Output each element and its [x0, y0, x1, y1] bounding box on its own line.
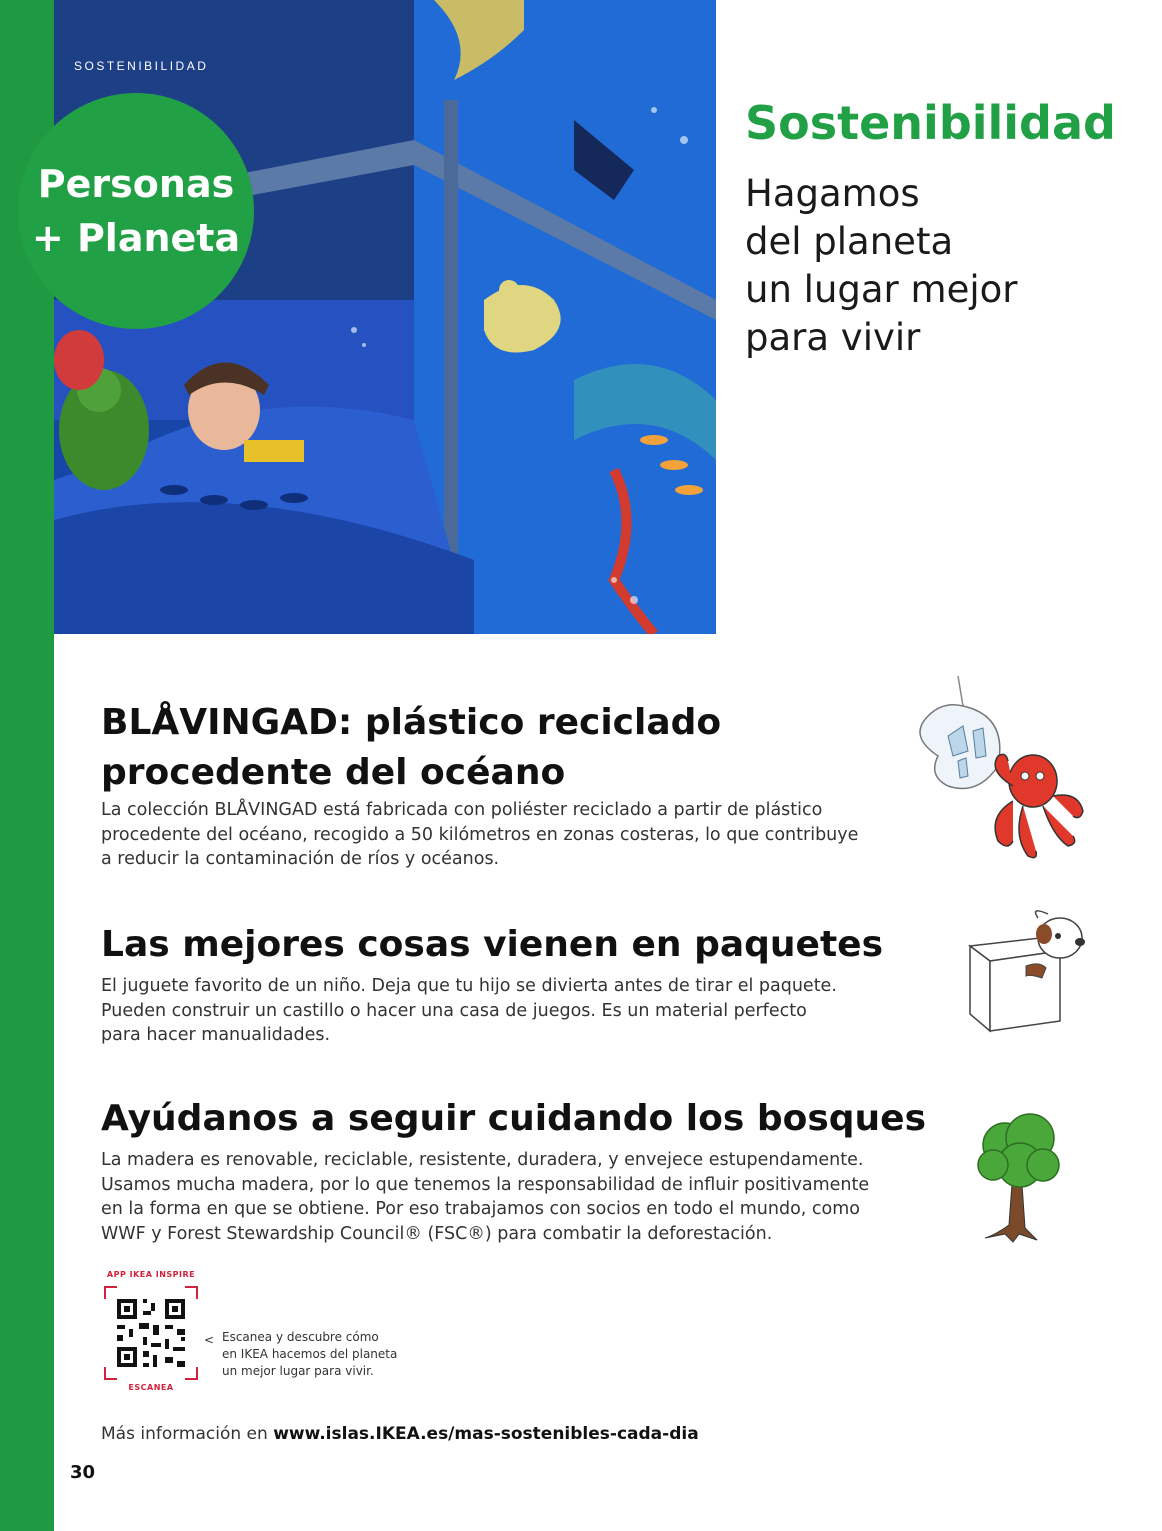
page-title: Sostenibilidad	[745, 96, 1116, 150]
qr-code[interactable]	[103, 1285, 199, 1381]
heading-line: Ayúdanos a seguir cuidando los bosques	[101, 1098, 926, 1139]
section-label: SOSTENIBILIDAD	[74, 59, 209, 73]
badge-line-2: + Planeta	[31, 216, 241, 260]
body-line: La colección BLÅVINGAD está fabricada con poliéster reciclado a partir de plástico	[101, 800, 823, 820]
more-info-prefix: Más información en	[101, 1424, 274, 1444]
heading-line: Las mejores cosas vienen en paquetes	[101, 924, 884, 965]
arrow-icon: <	[204, 1333, 215, 1347]
subtitle-line: Hagamos	[745, 172, 920, 215]
people-planet-badge	[18, 93, 254, 329]
caption-line: Escanea y descubre cómo	[222, 1330, 379, 1344]
section-heading	[101, 698, 921, 798]
section-body	[101, 798, 921, 872]
section-blavingad	[101, 698, 921, 872]
page-number: 30	[70, 1462, 96, 1483]
caption-line: en IKEA hacemos del planeta	[222, 1347, 398, 1361]
caption-line: un mejor lugar para vivir.	[222, 1364, 374, 1378]
body-line: para hacer manualidades.	[101, 1025, 331, 1045]
page-subtitle	[745, 170, 1135, 362]
body-line: WWF y Forest Stewardship Council® (FSC®) para combatir la deforestación.	[101, 1223, 773, 1244]
section-heading	[101, 1094, 941, 1144]
tree-icon	[975, 1110, 1065, 1245]
subtitle-line: del planeta	[745, 220, 954, 263]
body-line: Pueden construir un castillo o hacer una casa de juegos. Es un material perfecto	[101, 1000, 807, 1021]
qr-bottom-label: ESCANEA	[128, 1383, 174, 1392]
qr-caption	[222, 1329, 432, 1380]
body-line: procedente del océano, recogido a 50 kilómetros en zonas costeras, lo que contribuye	[101, 824, 859, 845]
section-body	[101, 974, 921, 1048]
more-info-line	[101, 1424, 699, 1444]
body-line: en la forma en que se obtiene. Por eso trabajamos con socios en todo el mundo, como	[101, 1199, 861, 1219]
qr-code-block[interactable]	[101, 1270, 201, 1395]
qr-top-label: APP IKEA INSPIRE	[106, 1270, 196, 1279]
dog-in-box-icon	[960, 906, 1090, 1036]
body-line: La madera es renovable, reciclable, resistente, duradera, y envejece estupendamente.	[101, 1150, 864, 1170]
section-body	[101, 1148, 941, 1246]
octopus-bag-icon	[908, 676, 1088, 866]
subtitle-line: para vivir	[745, 316, 921, 359]
badge-line-1: Personas	[37, 162, 235, 206]
more-info-link[interactable]: www.islas.IKEA.es/mas-sostenibles-cada-dia	[273, 1424, 699, 1444]
subtitle-line: un lugar mejor	[745, 268, 1018, 311]
heading-line: BLÅVINGAD: plástico reciclado	[101, 702, 722, 743]
section-forests	[101, 1094, 941, 1246]
section-heading	[101, 922, 921, 968]
body-line: a reducir la contaminación de ríos y océanos.	[101, 849, 500, 869]
body-line: El juguete favorito de un niño. Deja que tu hijo se divierta antes de tirar el paquete.	[101, 976, 837, 996]
body-line: Usamos mucha madera, por lo que tenemos la responsabilidad de influir positivamente	[101, 1174, 870, 1195]
heading-line: procedente del océano	[101, 752, 566, 793]
section-packages	[101, 922, 921, 1048]
